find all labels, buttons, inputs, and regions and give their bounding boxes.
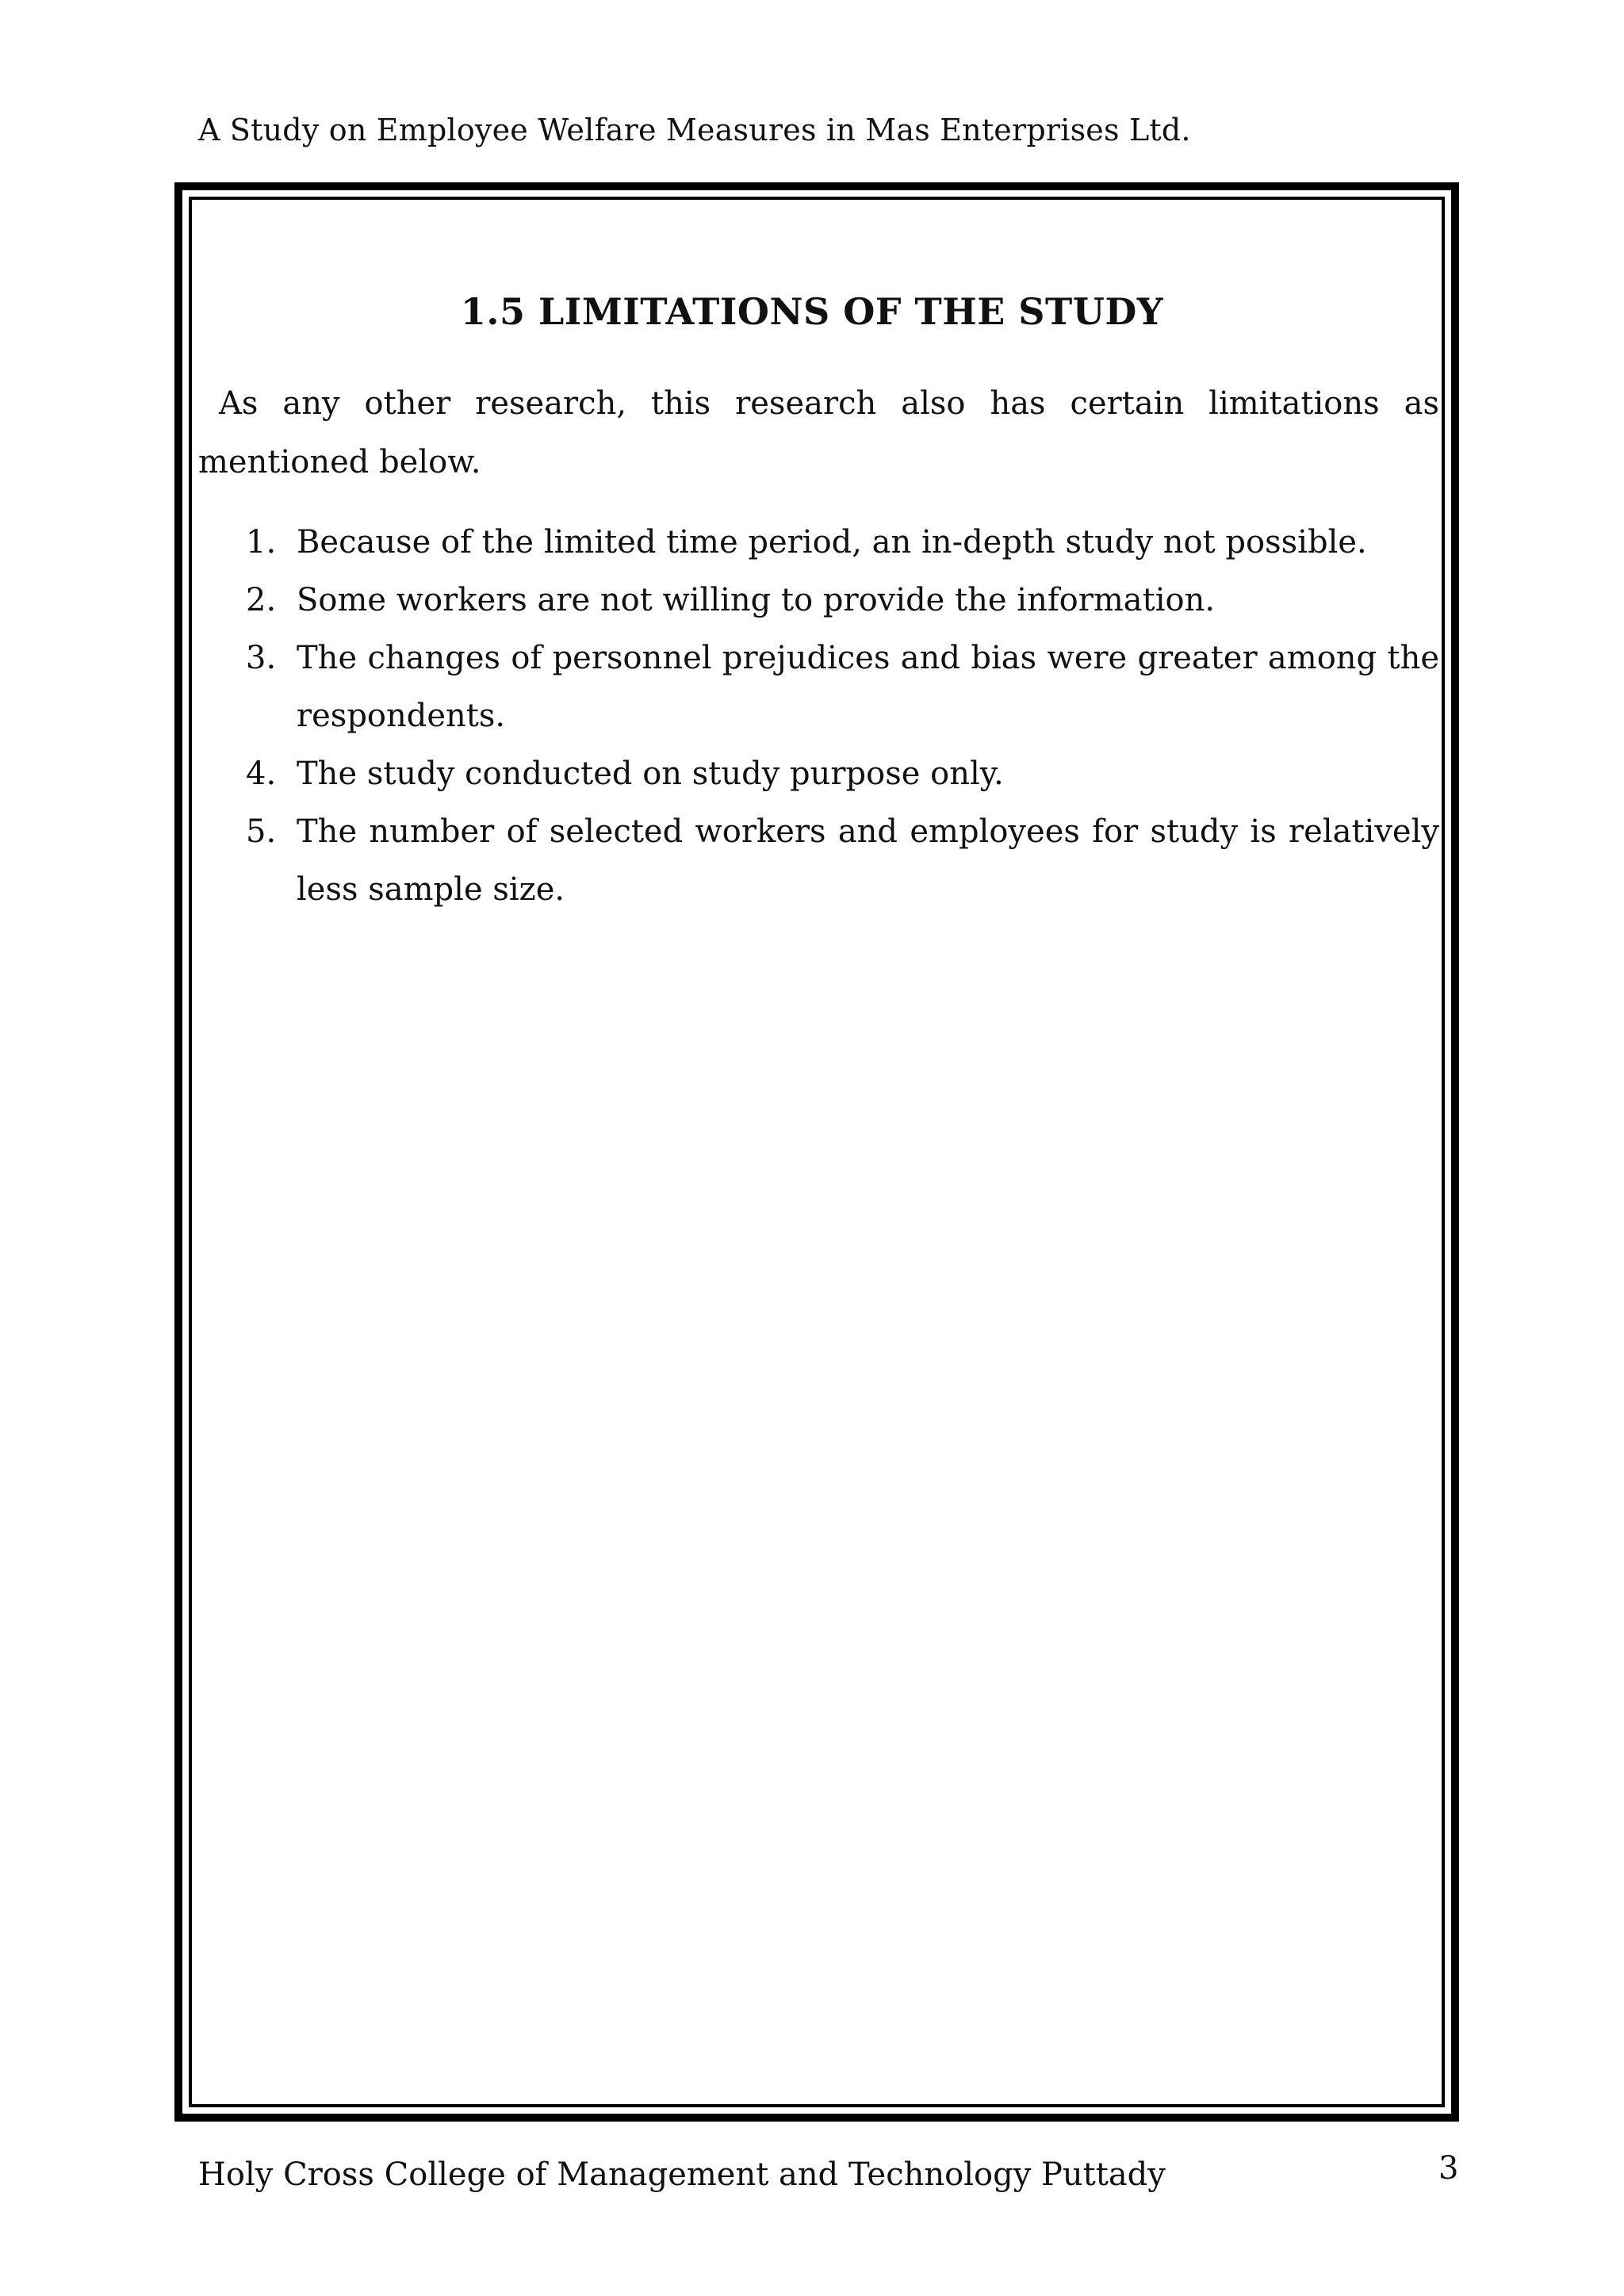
list-item-text: Some workers are not willing to provide the information. bbox=[297, 582, 1216, 618]
list-item-number: 1. bbox=[246, 524, 277, 561]
list-item-text: The number of selected workers and employees for study is relatively less sample size. bbox=[297, 813, 1439, 908]
list-item-number: 5. bbox=[246, 813, 277, 850]
list-item-text: The changes of personnel prejudices and bias were greater among the respondents. bbox=[297, 640, 1439, 734]
list-item-text: Because of the limited time period, an in-depth study not possible. bbox=[297, 524, 1367, 561]
intro-paragraph: As any other research, this research also has certain limitations as mentioned below. bbox=[198, 385, 1439, 480]
list-item-number: 3. bbox=[246, 640, 277, 676]
list-item-text: The study conducted on study purpose only. bbox=[297, 756, 1004, 792]
footer-institution: Holy Cross College of Management and Technology Puttady bbox=[198, 2156, 1166, 2193]
limitations-list bbox=[198, 514, 1439, 919]
list-item bbox=[198, 514, 1439, 572]
list-item-number: 2. bbox=[246, 582, 277, 618]
running-header: A Study on Employee Welfare Measures in Mas Enterprises Ltd. bbox=[198, 113, 1191, 147]
section-title: 1.5 LIMITATIONS OF THE STUDY bbox=[460, 290, 1164, 333]
page-number: 3 bbox=[1438, 2150, 1459, 2187]
list-item-number: 4. bbox=[246, 756, 277, 792]
list-item bbox=[198, 629, 1439, 745]
list-item bbox=[198, 572, 1439, 629]
list-item bbox=[198, 745, 1439, 803]
list-item bbox=[198, 803, 1439, 919]
